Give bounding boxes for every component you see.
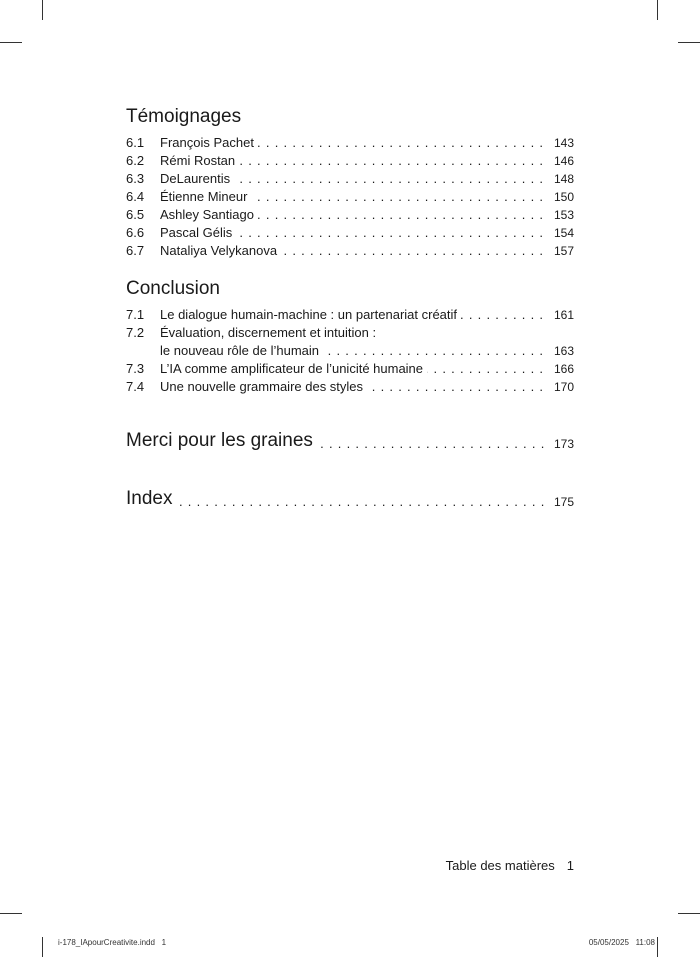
entry-number: 6.4	[126, 189, 145, 204]
entry-number: 7.1	[126, 307, 145, 322]
section-heading: Témoignages	[126, 106, 242, 127]
toc-entry[interactable]	[126, 188, 574, 206]
entry-title: François Pachet	[160, 135, 258, 150]
toc-entry-merci[interactable]	[126, 428, 574, 454]
entry-title: Pascal Gélis	[160, 225, 236, 240]
entry-page: 157	[549, 242, 574, 260]
toc-entry[interactable]	[126, 170, 574, 188]
entry-page: 150	[549, 188, 574, 206]
crop-mark	[678, 913, 700, 914]
slug-file: i-178_IApourCreativite.indd 1	[58, 938, 167, 947]
crop-mark	[42, 0, 43, 20]
toc-entry[interactable]	[126, 242, 574, 260]
entry-title: Étienne Mineur	[160, 189, 251, 204]
entry-title: Merci pour les graines	[126, 430, 319, 451]
entry-page: 166	[549, 360, 574, 378]
toc-section-temoignages	[126, 106, 574, 260]
entry-number: 6.1	[126, 135, 145, 150]
entry-title: Évaluation, discernement et intuition :	[160, 325, 380, 340]
toc-entry[interactable]	[126, 306, 574, 324]
toc-section-conclusion	[126, 278, 574, 396]
entry-page: 170	[549, 378, 574, 396]
entry-title: L’IA comme amplificateur de l’unicité humaine	[160, 361, 427, 376]
crop-mark	[657, 0, 658, 20]
entry-title-continuation: le nouveau rôle de l’humain	[160, 343, 323, 358]
entry-number: 7.4	[126, 379, 145, 394]
slug-date: 05/05/2025 11:08	[588, 938, 655, 947]
entry-title: Le dialogue humain-machine : un partenariat créatif	[160, 307, 461, 322]
crop-mark	[0, 42, 22, 43]
entry-page: 173	[549, 431, 574, 457]
entry-page: 146	[549, 152, 574, 170]
entry-page: 148	[549, 170, 574, 188]
toc-entry-continuation[interactable]	[126, 342, 574, 360]
entry-number: 7.2	[126, 325, 145, 340]
crop-mark	[0, 913, 22, 914]
entry-title: DeLaurentis	[160, 171, 234, 186]
toc-entry[interactable]	[126, 360, 574, 378]
entry-page: 143	[549, 134, 574, 152]
entry-title: Une nouvelle grammaire des styles	[160, 379, 367, 394]
entry-title: Index	[126, 488, 178, 509]
running-footer-label: Table des matières	[445, 858, 555, 873]
toc-big-entries	[126, 428, 574, 512]
entry-number: 7.3	[126, 361, 145, 376]
toc-entry[interactable]	[126, 224, 574, 242]
toc-entry[interactable]	[126, 152, 574, 170]
entry-title: Ashley Santiago	[160, 207, 258, 222]
entry-number: 6.7	[126, 243, 145, 258]
running-footer	[446, 858, 574, 873]
entry-title: Nataliya Velykanova	[160, 243, 281, 258]
entry-number: 6.5	[126, 207, 145, 222]
entry-number: 6.2	[126, 153, 145, 168]
entry-page: 154	[549, 224, 574, 242]
entry-title: Rémi Rostan	[160, 153, 239, 168]
toc-entry-index[interactable]	[126, 486, 574, 512]
entry-page: 161	[549, 306, 574, 324]
entry-page: 163	[549, 342, 574, 360]
crop-mark	[657, 937, 658, 957]
toc-entry[interactable]	[126, 206, 574, 224]
toc-entry[interactable]	[126, 378, 574, 396]
entry-number: 6.3	[126, 171, 145, 186]
entry-number: 6.6	[126, 225, 145, 240]
section-heading: Conclusion	[126, 278, 220, 299]
toc-entry[interactable]	[126, 134, 574, 152]
entry-page: 153	[549, 206, 574, 224]
crop-mark	[42, 937, 43, 957]
toc-entry[interactable]	[126, 324, 574, 342]
entry-page: 175	[549, 489, 574, 515]
running-footer-page: 1	[566, 858, 574, 873]
crop-mark	[678, 42, 700, 43]
